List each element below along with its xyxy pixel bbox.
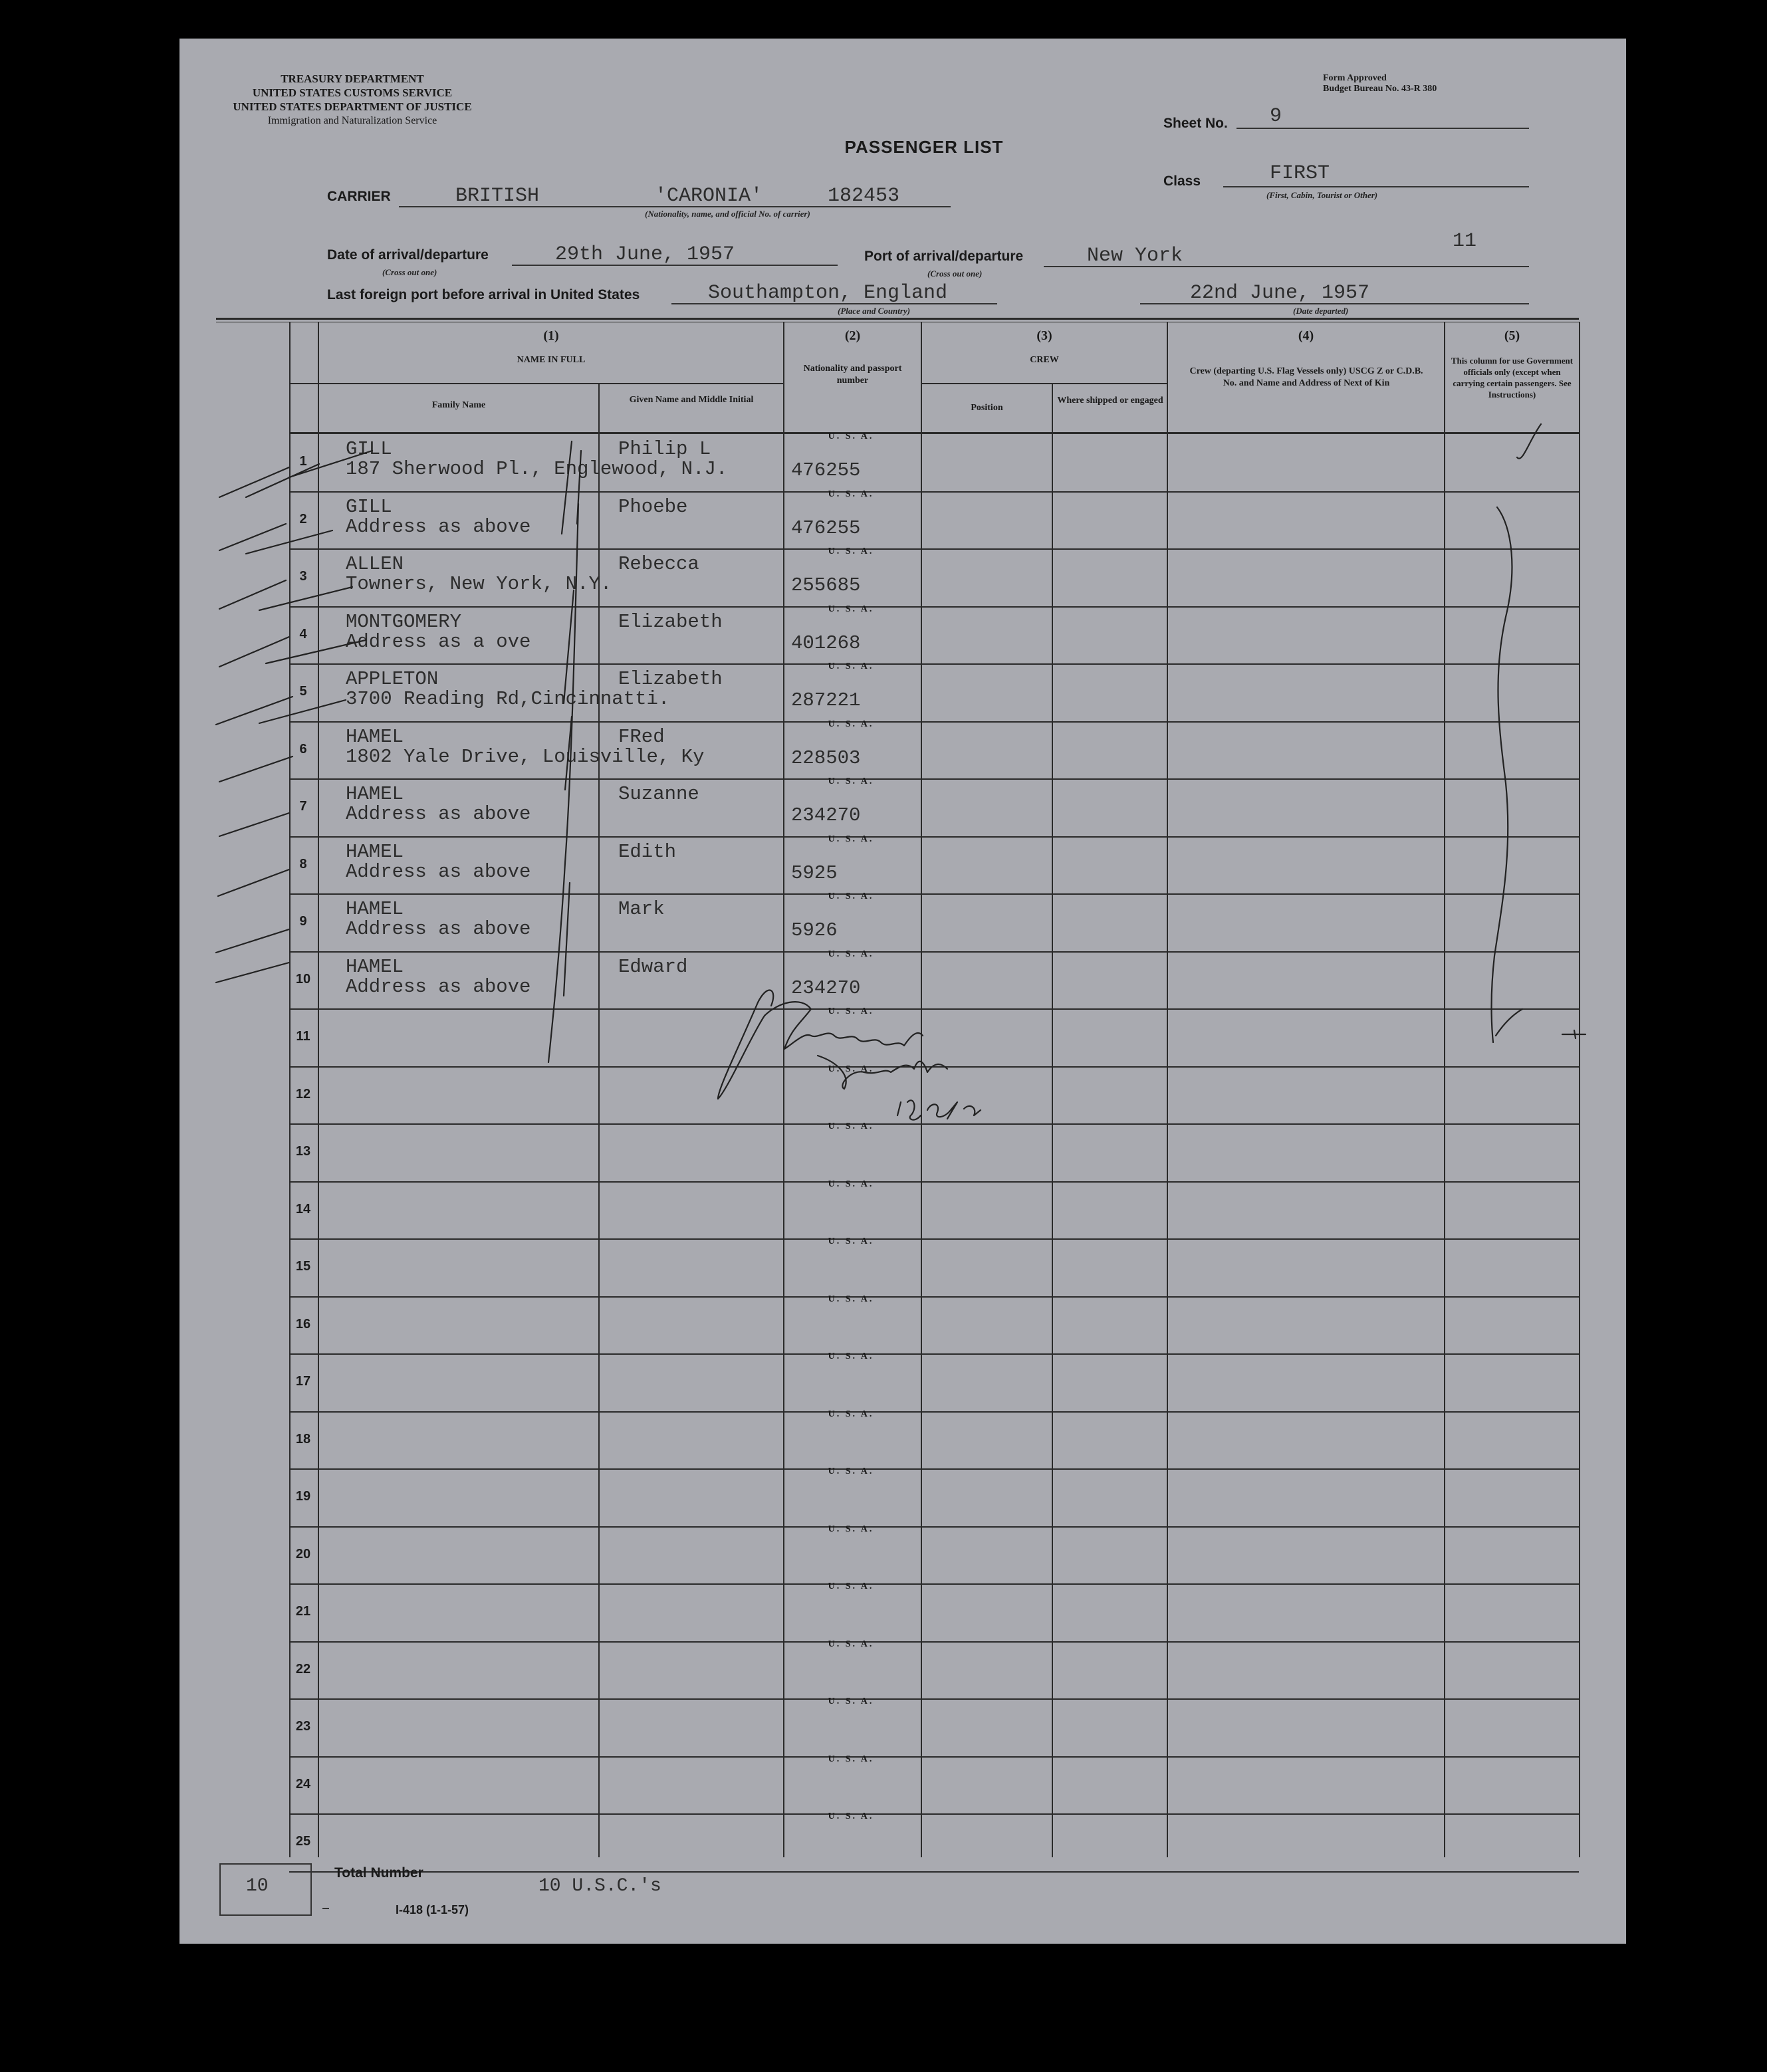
- total-number-label: Total Number: [334, 1865, 423, 1881]
- nationality-label: U. S. A.: [828, 1466, 874, 1476]
- nationality-label: U. S. A.: [828, 776, 874, 786]
- carrier-name: 'CARONIA': [655, 185, 763, 207]
- nationality-label: U. S. A.: [828, 1581, 874, 1591]
- last-port-label: Last foreign port before arrival in United States: [327, 287, 640, 302]
- class-value: FIRST: [1270, 162, 1330, 185]
- agency-line: TREASURY DEPARTMENT: [281, 72, 424, 85]
- budget-bureau-number: Budget Bureau No. 43-R 380: [1323, 84, 1437, 94]
- nationality-label: U. S. A.: [828, 891, 874, 901]
- row-number: 7: [299, 799, 307, 814]
- row-number: 13: [295, 1144, 311, 1159]
- address: 187 Sherwood Pl., Englewood, N.J.: [346, 458, 728, 480]
- passport-number: 5926: [791, 919, 838, 941]
- date-label: Date of arrival/departure: [327, 247, 489, 263]
- row-number: 10: [295, 972, 311, 986]
- place-caption: (Place and Country): [838, 306, 911, 316]
- given-name: FRed: [618, 726, 665, 748]
- nationality-label: U. S. A.: [828, 431, 874, 441]
- departed-caption: (Date departed): [1293, 306, 1349, 316]
- family-name: HAMEL: [346, 898, 404, 920]
- nationality-label: U. S. A.: [828, 489, 874, 499]
- given-name: Phoebe: [618, 496, 688, 518]
- passport-number: 228503: [791, 747, 861, 769]
- nationality-label: U. S. A.: [828, 1121, 874, 1131]
- form-approved-label: Form Approved: [1323, 73, 1387, 83]
- row-number: 9: [299, 914, 307, 929]
- nationality-label: U. S. A.: [828, 1179, 874, 1189]
- row-number: 22: [295, 1662, 311, 1676]
- agency-line: UNITED STATES CUSTOMS SERVICE: [252, 86, 453, 99]
- row-number: 19: [295, 1489, 311, 1504]
- row-number: 8: [299, 857, 307, 871]
- port-value: New York: [1087, 245, 1183, 267]
- agency-line: UNITED STATES DEPARTMENT OF JUSTICE: [233, 100, 472, 113]
- given-name: Elizabeth: [618, 668, 723, 690]
- class-caption: (First, Cabin, Tourist or Other): [1266, 190, 1378, 200]
- given-name-header: Given Name and Middle Initial: [629, 395, 754, 405]
- passport-number: 234270: [791, 804, 861, 826]
- row-number: 14: [295, 1202, 311, 1216]
- family-name: HAMEL: [346, 956, 404, 978]
- passport-number: 234270: [791, 977, 861, 999]
- given-name: Philip L: [618, 438, 711, 460]
- address: Address as above: [346, 976, 531, 998]
- nationality-label: U. S. A.: [828, 1006, 874, 1016]
- row-number: 18: [295, 1432, 311, 1446]
- carrier-number: 182453: [828, 185, 900, 207]
- nationality-label: U. S. A.: [828, 1811, 874, 1821]
- family-name: GILL: [346, 438, 392, 460]
- handwriting-layer: [179, 39, 1626, 1944]
- passport-number: 401268: [791, 632, 861, 654]
- carrier-caption: (Nationality, name, and official No. of carrier): [645, 209, 810, 219]
- nationality-label: U. S. A.: [828, 834, 874, 844]
- nationality-label: U. S. A.: [828, 546, 874, 556]
- nationality-label: U. S. A.: [828, 1064, 874, 1074]
- nationality-label: U. S. A.: [828, 1409, 874, 1419]
- family-name-header: Family Name: [431, 400, 486, 410]
- row-number: 4: [299, 627, 307, 641]
- nationality-label: U. S. A.: [828, 1754, 874, 1764]
- nationality-label: U. S. A.: [828, 719, 874, 729]
- class-label: Class: [1163, 173, 1201, 189]
- nationality-label: U. S. A.: [828, 1236, 874, 1246]
- address: Address as a ove: [346, 631, 531, 653]
- address: Towners, New York, N.Y.: [346, 573, 612, 595]
- next-of-kin-header: Crew (departing U.S. Flag Vessels only) USCG Z or C.D.B. No. and Name and Address of Next of Kin: [1189, 366, 1423, 388]
- family-name: HAMEL: [346, 841, 404, 863]
- nationality-label: U. S. A.: [828, 1696, 874, 1706]
- port-label: Port of arrival/departure: [864, 249, 1024, 264]
- given-name: Edward: [618, 956, 688, 978]
- address: 3700 Reading Rd,Cincinnatti.: [346, 688, 670, 710]
- nationality-label: U. S. A.: [828, 1294, 874, 1304]
- family-name: MONTGOMERY: [346, 611, 462, 633]
- family-name: HAMEL: [346, 726, 404, 748]
- column-1-number: (1): [543, 328, 559, 343]
- given-name: Rebecca: [618, 553, 699, 575]
- carrier-label: CARRIER: [327, 189, 391, 204]
- column-4-number: (4): [1298, 328, 1314, 343]
- port-cross-out-caption: (Cross out one): [927, 269, 983, 279]
- row-number: 23: [295, 1719, 311, 1734]
- row-number: 6: [299, 742, 307, 756]
- page-title: PASSENGER LIST: [844, 137, 1004, 157]
- row-number: 17: [295, 1374, 311, 1389]
- carrier-nationality: BRITISH: [455, 185, 540, 207]
- given-name: Edith: [618, 841, 677, 863]
- row-number: 12: [295, 1087, 311, 1101]
- total-number-value: 10 U.S.C.'s: [538, 1876, 661, 1897]
- sheet-label: Sheet No.: [1163, 116, 1228, 131]
- row-number: 11: [296, 1029, 310, 1044]
- row-number: 24: [295, 1777, 311, 1791]
- passenger-list-form: [179, 39, 1626, 1944]
- departed-value: 22nd June, 1957: [1190, 282, 1370, 304]
- row-number: 1: [299, 454, 307, 469]
- given-name: Suzanne: [618, 783, 699, 805]
- position-header: Position: [971, 403, 1003, 413]
- column-2-number: (2): [844, 328, 861, 343]
- nationality-label: U. S. A.: [828, 1524, 874, 1534]
- sheet-value: 9: [1270, 105, 1282, 128]
- row-number: 5: [299, 684, 307, 699]
- nationality-label: U. S. A.: [828, 661, 874, 671]
- row-number: 2: [299, 512, 307, 526]
- date-cross-out-caption: (Cross out one): [382, 267, 437, 277]
- last-port-value: Southampton, England: [708, 282, 948, 304]
- given-name: Elizabeth: [618, 611, 723, 633]
- where-shipped-header: Where shipped or engaged: [1057, 396, 1163, 405]
- row-number: 16: [295, 1317, 311, 1331]
- row-number: 3: [299, 569, 307, 584]
- agency-line: Immigration and Naturalization Service: [267, 115, 437, 126]
- nationality-label: U. S. A.: [828, 1351, 874, 1361]
- column-5-number: (5): [1504, 328, 1520, 343]
- form-number: I-418 (1-1-57): [396, 1903, 469, 1916]
- family-name: GILL: [346, 496, 392, 518]
- address: 1802 Yale Drive, Louisville, Ky: [346, 746, 705, 768]
- total-box-value: 10: [246, 1876, 269, 1897]
- nationality-label: U. S. A.: [828, 949, 874, 959]
- family-name: HAMEL: [346, 783, 404, 805]
- crew-header: CREW: [1030, 355, 1059, 365]
- column-3-number: (3): [1036, 328, 1052, 343]
- address: Address as above: [346, 516, 531, 538]
- address: Address as above: [346, 861, 531, 883]
- arrival-date-value: 29th June, 1957: [555, 243, 735, 266]
- row-number: 21: [295, 1604, 311, 1619]
- row-number: 15: [295, 1259, 311, 1274]
- passport-number: 287221: [791, 689, 861, 711]
- nationality-label: U. S. A.: [828, 1639, 874, 1649]
- nationality-header: Nationality and passport number: [803, 364, 902, 386]
- nationality-label: U. S. A.: [828, 604, 874, 614]
- address: Address as above: [346, 803, 531, 825]
- passport-number: 255685: [791, 574, 861, 596]
- official-use-header: This column for use Government officials only (except when carrying certain passengers. See Instructions): [1451, 356, 1574, 400]
- family-name: APPLETON: [346, 668, 439, 690]
- row-number: 25: [295, 1834, 311, 1849]
- family-name: ALLEN: [346, 553, 404, 575]
- passport-number: 476255: [791, 517, 861, 539]
- given-name: Mark: [618, 898, 665, 920]
- margin-number: 11: [1453, 230, 1477, 253]
- address: Address as above: [346, 918, 531, 940]
- row-number: 20: [295, 1547, 311, 1561]
- passport-number: 5925: [791, 862, 838, 884]
- column-1-title: NAME IN FULL: [517, 355, 586, 365]
- passport-number: 476255: [791, 459, 861, 481]
